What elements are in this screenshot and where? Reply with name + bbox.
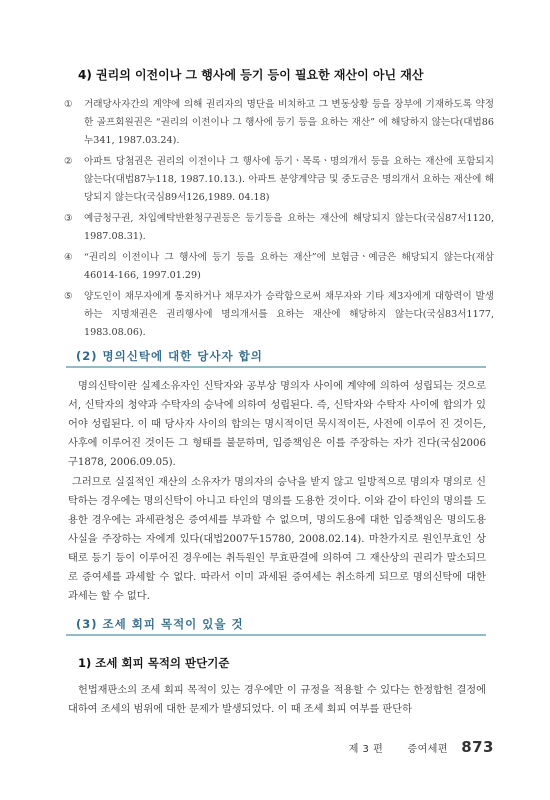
item-number: ⑤ (64, 291, 73, 302)
section-heading-2 (66, 344, 486, 368)
case-list (64, 96, 494, 345)
list-item (64, 96, 494, 150)
list-item (64, 153, 494, 207)
subheading-1: 1) 조세 회피 목적의 판단기준 (78, 656, 230, 670)
item-text: “권리의 이전이나 그 행사에 등기 등을 요하는 재산”에 보험금ㆍ예금은 해당되지 않는다(재삼46014-166, 1997.01.29) (84, 252, 494, 281)
section-title: (3) 조세 회피 목적이 있을 것 (76, 617, 244, 631)
item-number: ① (64, 99, 73, 110)
part-title: 증여세편 (407, 744, 449, 755)
page-number: 873 (461, 738, 494, 756)
item-number: ③ (64, 213, 73, 224)
item-text: 양도인이 채무자에게 통지하거나 채무자가 승락함으로써 채무자와 기타 제3자에게 대항력이 발생하는 지명채권은 권리행사에 명의개서를 요하는 재산에 해당하지 않는다(국심83서1177, 1983.08.06). (84, 291, 494, 338)
subheading-4: 4) 권리의 이전이나 그 행사에 등기 등이 필요한 재산이 아닌 재산 (78, 68, 424, 82)
item-text: 거래당사자간의 계약에 의해 권리자의 명단을 비치하고 그 변동상황 등을 장부에 기재하도록 약정한 골프회원권은 “권리의 이전이나 그 행사에 등기 등을 요하는 재산” 에 해당하지 않는다(대법86누341, 1987.03.24). (84, 99, 494, 146)
list-item (64, 288, 494, 342)
section-heading-3 (66, 612, 486, 636)
item-text: 아파트 당첨권은 권리의 이전이나 그 행사에 등기ㆍ목록ㆍ명의개서 등을 요하는 재산에 포함되지 않는다(대법87누118, 1987.10.13.). 아파트 분양계약금 및 중도금은 명의개서 요하는 재산에 해당되지 않는다(국심89서126,1989. 04.18) (84, 156, 494, 203)
item-number: ② (64, 156, 73, 167)
paragraph-definition: 명의신탁이란 실제소유자인 신탁자와 공부상 명의자 사이에 계약에 의하여 성립되는 것으로서, 신탁자의 청약과 수탁자의 승낙에 의하여 성립된다. 즉, 신탁자와 수탁자 사이에 합의가 있어야 성립된다. 이 때 당사자 사이의 합의는 명시적이던 묵시적이든, 사전에 이루어 진 것이든, 사후에 이루어진 것이든 그 형태를 불문하며, 입증책임은 이를 주장하는 자가 진다(국심2006구1878, 2006.09.05). (68, 381, 486, 468)
paragraph-criteria: 헌법재판소의 조세 회피 목적이 있는 경우에만 이 규정을 적용할 수 있다는 한정합헌 결정에 대하여 조세의 범위에 대한 문제가 발생되었다. 이 때 조세 회피 여부를 판단하 (68, 685, 486, 715)
paragraph-misappropriation: 그러므로 실질적인 재산의 소유자가 명의자의 승낙을 받지 않고 일방적으로 명의자 명의로 신탁하는 경우에는 명의신탁이 아니고 타인의 명의를 도용한 것이다. 이와 같이 타인의 명의를 도용한 경우에는 과세관청은 증여세를 부과할 수 없으며, 명의도용에 대한 입증책임은 명의도용 사실을 주장하는 자에게 있다(대법2007두15780, 2008.02.14). 마찬가지로 원인무효인 상태로 등기 등이 이루어진 경우에는 취득원인 무효판결에 의하여 그 재산상의 권리가 말소되므로 증여세를 과세할 수 없다. 따라서 이미 과세된 증여세는 취소하게 되므로 명의신탁에 대한 과세는 할 수 없다. (68, 477, 486, 602)
part-label: 제 3 편 (348, 744, 384, 755)
section-title: (2) 명의신탁에 대한 당사자 합의 (76, 349, 263, 363)
item-text: 예금청구권, 차입예탁반환청구권등은 등기등을 요하는 재산에 해당되지 않는다(국심87서1120, 1987.08.31). (84, 213, 494, 242)
page-footer (349, 737, 494, 756)
list-item (64, 210, 494, 246)
item-number: ④ (64, 252, 73, 263)
list-item (64, 249, 494, 285)
